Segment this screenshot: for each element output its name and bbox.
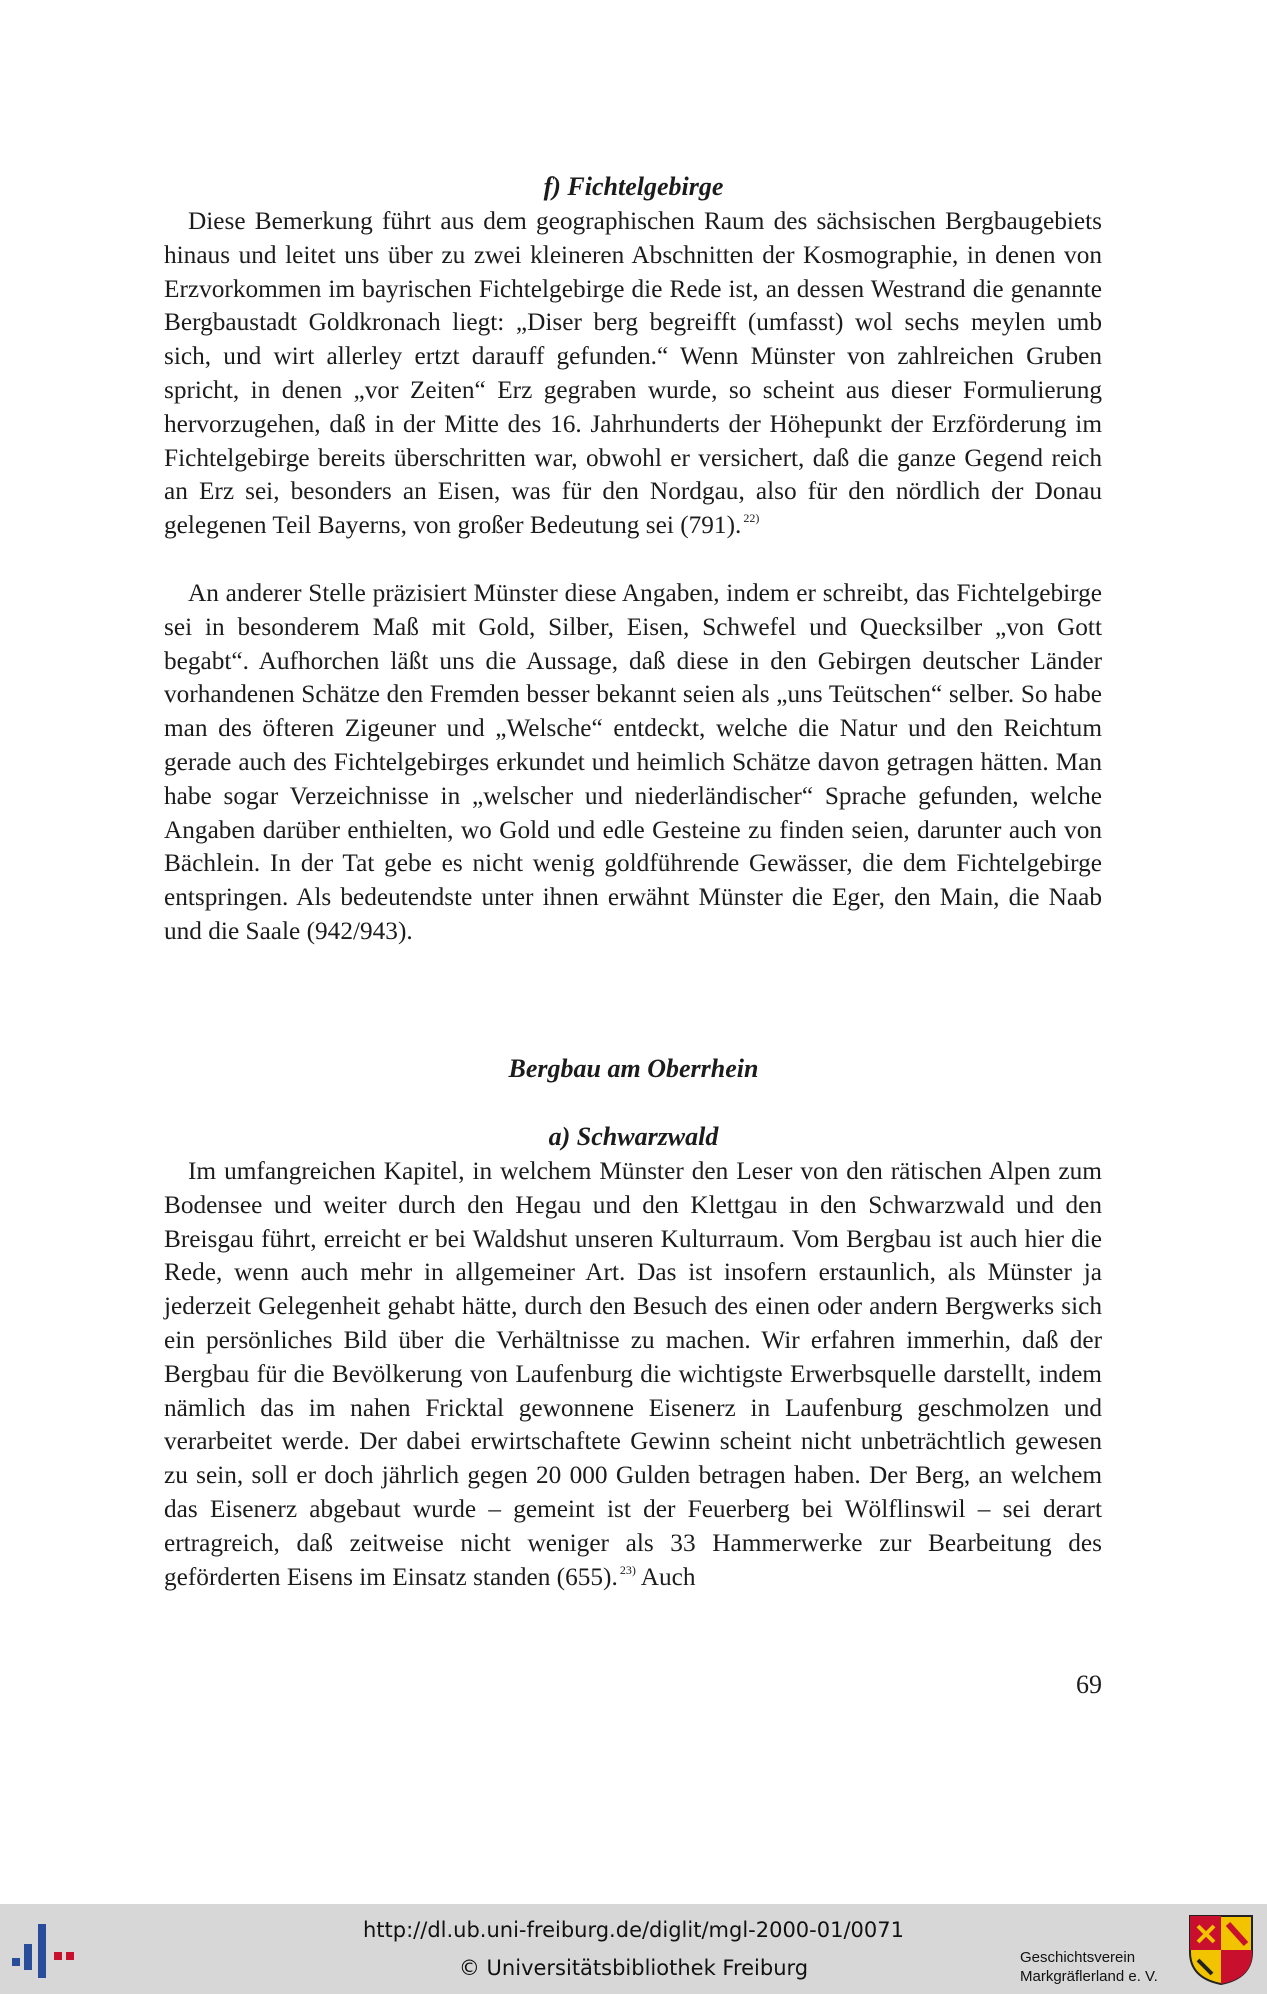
society-line-1: Geschichtsverein xyxy=(1020,1949,1136,1966)
coat-of-arms-icon xyxy=(1188,1914,1254,1986)
paragraph-tail: Auch xyxy=(635,1562,696,1591)
section-heading-fichtelgebirge: f) Fichtelgebirge xyxy=(543,172,724,201)
paragraph-text: Diese Bemerkung führt aus dem geographischen Raum des sächsischen Bergbaugebiets hinaus und leitet uns über zu zwei kleineren Abschnitten der Kosmographie, in denen von Erzvorkommen im bayrischen Fichtelgebirge die Rede ist, an dessen Westrand die genannte Bergbaustadt Goldkronach liegt: „Diser berg begreifft (umfasst) wol sechs meylen umb sich, und wirt allerley ertzt darauff gefunden.“ Wenn Münster von zahlreichen Gruben spricht, in denen „vor Zeiten“ Erz gegraben wurde, so scheint aus dieser Formulierung hervorzugehen, daß in der Mitte des 16. Jahrhunderts der Höhepunkt der Erzförderung im Fichtelgebirge bereits überschritten war, obwohl er versichert, daß die ganze Gegend reich an Erz sei, besonders an Eisen, was für den Nordgau, also für den nördlich der Donau gelegenen Teil Bayerns, von großer Bedeutung sei (791). xyxy=(164,207,1102,540)
page-number: 69 xyxy=(1076,1670,1102,1699)
paragraph-text: Im umfangreichen Kapitel, in welchem Münster den Leser von den rätischen Alpen zum Bodensee und weiter durch den Hegau und den Klettgau in den Schwarzwald und den Breisgau führt, erreicht er bei Waldshut unseren Kulturraum. Vom Bergbau ist auch hier die Rede, wenn auch mehr in allgemeiner Art. Das ist insofern erstaunlich, als Münster ja jederzeit Gelegenheit gehabt hätte, durch den Besuch des einen oder andern Bergwerks sich ein persönliches Bild über die Verhältnisse zu machen. Wir erfahren immerhin, daß der Bergbau für die Bevölkerung von Laufenburg die wichtigste Erwerbsquelle darstellt, indem nämlich das im nahen Fricktal gewonnene Eisenerz in Laufenburg geschmolzen und verarbeitet werde. Der dabei erwirtschaftete Gewinn scheint nicht unbeträchtlich gewesen zu sein, soll er doch jährlich gegen 20 000 Gulden betragen haben. Der Berg, an welchem das Eisenerz abgebaut wurde – gemeint ist der Feuerberg bei Wölflinswil – sei derart ertragreich, daß zeitweise nicht weniger als 33 Hammerwerke zur Bearbeitung des geförderten Eisens im Einsatz standen (655). xyxy=(164,1157,1102,1591)
section-heading-schwarzwald: a) Schwarzwald xyxy=(548,1122,719,1151)
paragraph-schwarzwald xyxy=(164,1155,1102,1594)
society-line-2: Markgräflerland e. V. xyxy=(1020,1968,1158,1985)
footnote-ref-22: 22) xyxy=(743,511,760,526)
paragraph-fichtelgebirge-1 xyxy=(164,205,1102,543)
footer-copyright: © Universitätsbibliothek Freiburg xyxy=(458,1956,809,1980)
chapter-heading-bergbau-oberrhein: Bergbau am Oberrhein xyxy=(508,1054,759,1083)
society-name xyxy=(1020,1948,1170,1986)
footnote-ref-23: 23) xyxy=(619,1562,636,1577)
footer-url-link[interactable]: http://dl.ub.uni-freiburg.de/diglit/mgl-2000-01/0071 xyxy=(362,1918,904,1942)
paragraph-fichtelgebirge-2: An anderer Stelle präzisiert Münster diese Angaben, indem er schreibt, das Fichtelgebirge sei in besonderem Maß mit Gold, Silber, Eisen, Schwefel und Quecksilber „von Gott begabt“. Aufhorchen läßt uns die Aussage, daß diese in den Gebirgen deutscher Länder vorhandenen Schätze den Fremden besser bekannt seien als „uns Teütschen“ selber. So habe man des öfteren Zigeuner und „Welsche“ entdeckt, welche die Natur und den Reichtum gerade auch des Fichtelgebirges erkundet und heimlich Schätze davon getragen hätten. Man habe sogar Verzeichnisse in „welscher und niederländischer“ Sprache gefunden, welche Angaben darüber enthielten, wo Gold und edle Gesteine zu finden seien, darunter auch von Bächlein. In der Tat gebe es nicht wenig goldführende Gewässer, die dem Fichtelgebirge entspringen. Als bedeutendste unter ihnen erwähnt Münster die Eger, den Main, die Naab und die Saale (942/943). xyxy=(164,579,1102,945)
footer-bar xyxy=(0,1904,1267,1994)
